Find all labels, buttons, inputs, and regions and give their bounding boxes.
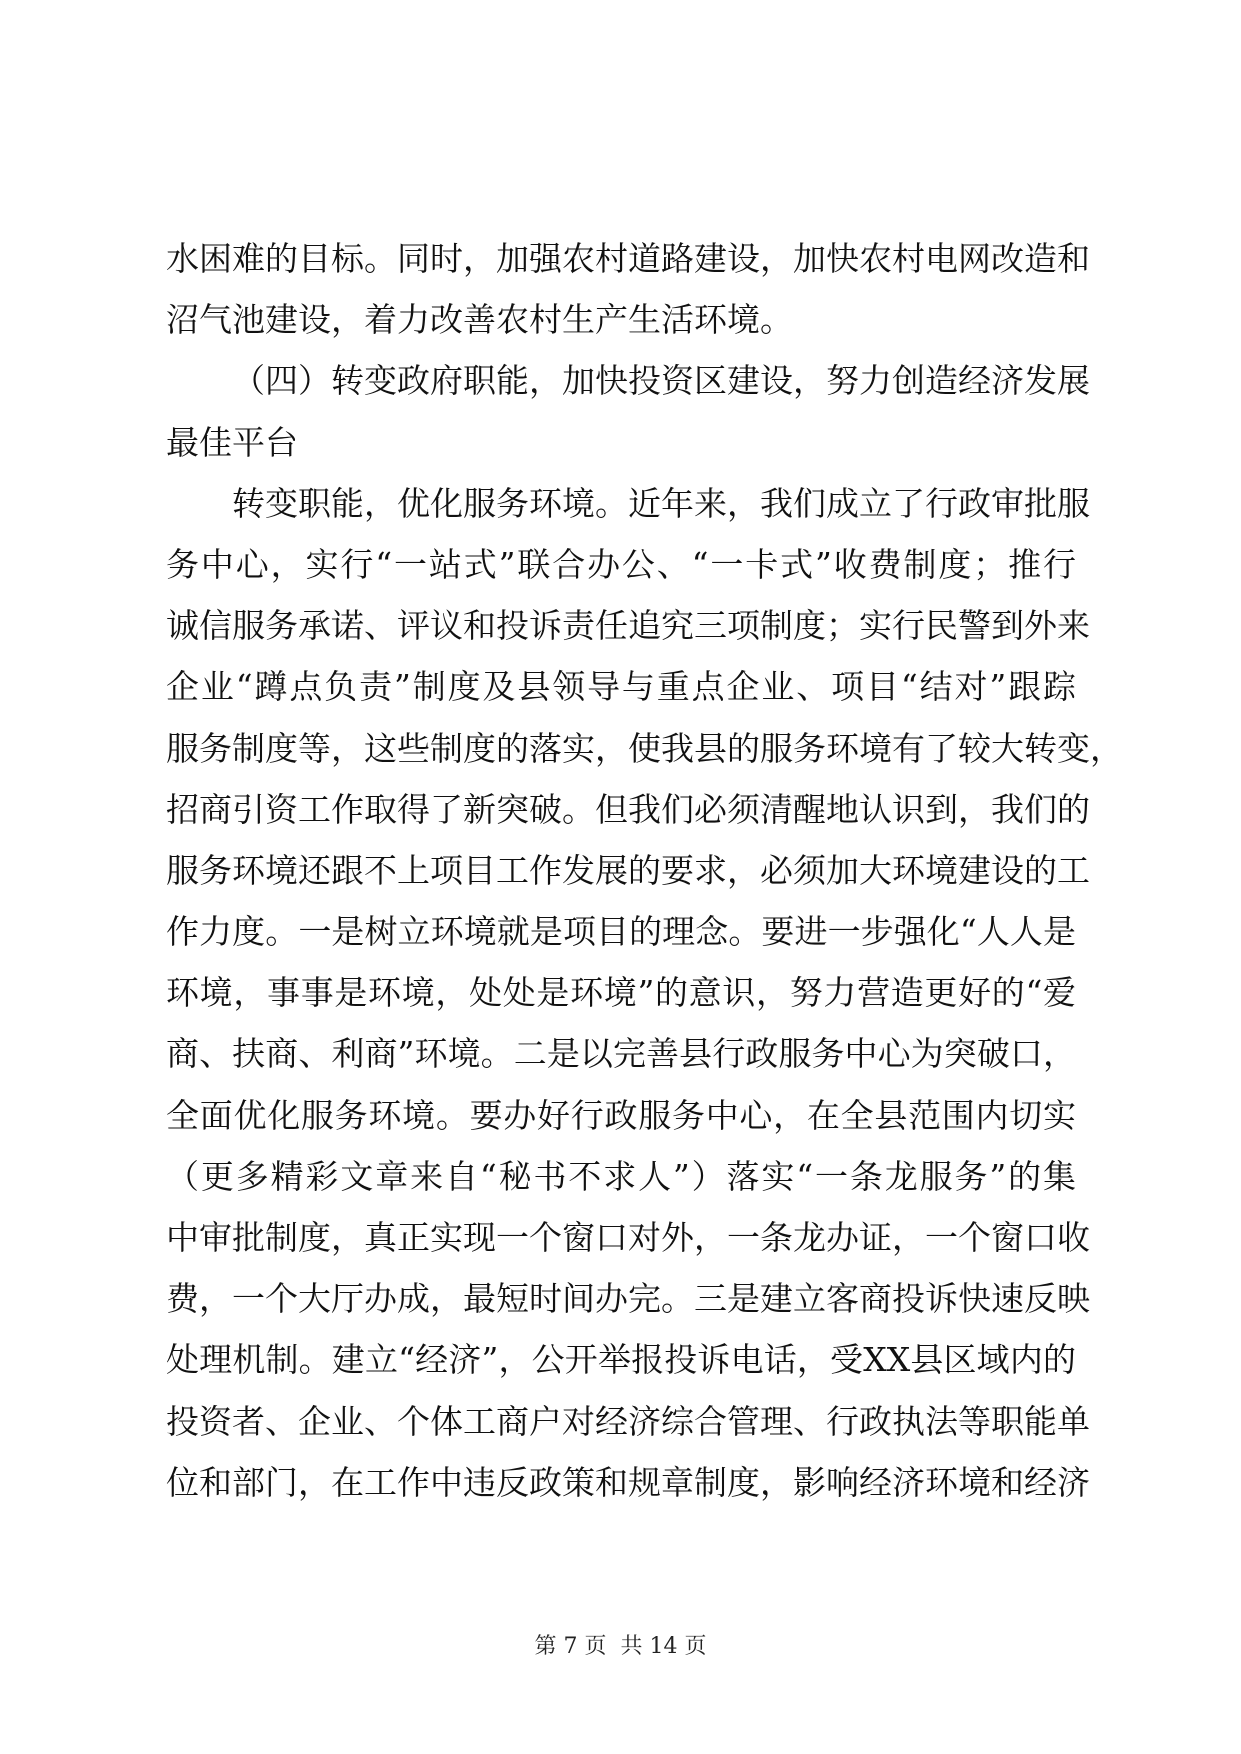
- text-line: 投资者、企业、个体工商户对经济综合管理、行政执法等职能单: [166, 1401, 1090, 1441]
- section-heading-line: （四）转变政府职能，加快投资区建设，努力创造经济发展: [232, 361, 1090, 401]
- text-line: 商、扶商、利商”环境。二是以完善县行政服务中心为突破口，: [166, 1034, 1076, 1074]
- text-line: 转变职能，优化服务环境。近年来，我们成立了行政审批服: [232, 483, 1090, 523]
- text-line: 诚信服务承诺、评议和投诉责任追究三项制度；实行民警到外来: [166, 606, 1090, 646]
- text-line: 作力度。一是树立环境就是项目的理念。要进一步强化“人人是: [166, 912, 1076, 952]
- document-body: [166, 228, 1123, 1513]
- text-line: 沼气池建设，着力改善农村生产生活环境。: [166, 300, 793, 340]
- text-line: 服务环境还跟不上项目工作发展的要求，必须加大环境建设的工: [166, 850, 1090, 890]
- text-line: 全面优化服务环境。要办好行政服务中心，在全县范围内切实: [166, 1095, 1076, 1135]
- text-line: 水困难的目标。同时，加强农村道路建设，加快农村电网改造和: [166, 239, 1090, 278]
- text-line: 位和部门，在工作中违反政策和规章制度，影响经济环境和经济: [166, 1462, 1090, 1502]
- text-line: （更多精彩文章来自“秘书不求人”）落实“一条龙服务”的集: [166, 1156, 1076, 1196]
- section-heading-line: 最佳平台: [166, 422, 298, 462]
- text-line: 企业“蹲点负责”制度及县领导与重点企业、项目“结对”跟踪: [166, 667, 1076, 707]
- text-line: 费，一个大厅办成，最短时间办完。三是建立客商投诉快速反映: [166, 1279, 1090, 1319]
- page-footer: [0, 1632, 1241, 1662]
- page-number: 第 7 页 共 14 页: [534, 1634, 707, 1659]
- text-line: 服务制度等，这些制度的落实，使我县的服务环境有了较大转变，: [166, 728, 1123, 768]
- text-line: 环境，事事是环境，处处是环境”的意识，努力营造更好的“爱: [166, 973, 1076, 1013]
- text-line: 处理机制。建立“经济”，公开举报投诉电话，受XX县区域内的: [166, 1340, 1076, 1380]
- text-line: 招商引资工作取得了新突破。但我们必须清醒地认识到，我们的: [166, 789, 1090, 829]
- text-line: 务中心，实行“一站式”联合办公、“一卡式”收费制度；推行: [166, 544, 1076, 584]
- text-line: 中审批制度，真正实现一个窗口对外，一条龙办证，一个窗口收: [166, 1218, 1090, 1257]
